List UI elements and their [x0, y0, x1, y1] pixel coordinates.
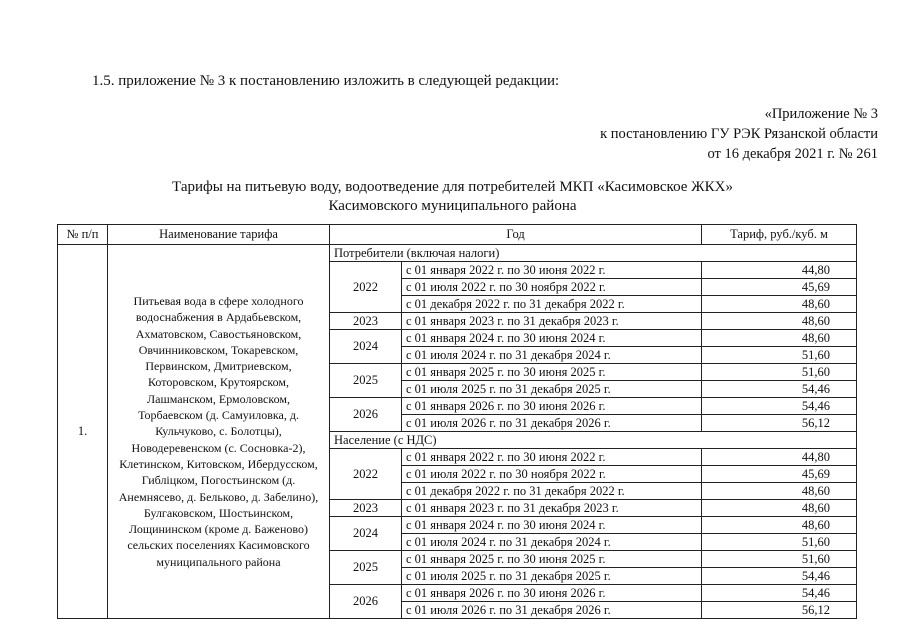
period-cell: с 01 июля 2024 г. по 31 декабря 2024 г.	[402, 534, 702, 551]
table-header-row	[58, 225, 857, 245]
period-cell: с 01 июля 2026 г. по 31 декабря 2026 г.	[402, 415, 702, 432]
category-row	[58, 245, 857, 262]
year-cell: 2024	[330, 517, 402, 551]
tariff-value: 56,12	[702, 602, 857, 619]
tariff-table	[57, 224, 857, 619]
tariff-value: 54,46	[702, 381, 857, 398]
tariff-value: 44,80	[702, 262, 857, 279]
row-number: 1.	[58, 245, 108, 619]
appendix-line-3: от 16 декабря 2021 г. № 261	[707, 146, 878, 162]
period-cell: с 01 января 2026 г. по 30 июня 2026 г.	[402, 585, 702, 602]
tariff-value: 48,60	[702, 517, 857, 534]
year-cell: 2024	[330, 330, 402, 364]
tariff-value: 48,60	[702, 296, 857, 313]
tariff-value: 54,46	[702, 568, 857, 585]
appendix-line-2: к постановлению ГУ РЭК Рязанской области	[600, 126, 878, 142]
tariff-value: 56,12	[702, 415, 857, 432]
header-year: Год	[330, 225, 702, 245]
period-cell: с 01 июля 2022 г. по 30 ноября 2022 г.	[402, 466, 702, 483]
period-cell: с 01 июля 2026 г. по 31 декабря 2026 г.	[402, 602, 702, 619]
period-cell: с 01 июля 2022 г. по 30 ноября 2022 г.	[402, 279, 702, 296]
intro-paragraph: 1.5. приложение № 3 к постановлению изложить в следующей редакции:	[92, 73, 560, 89]
tariff-value: 48,60	[702, 313, 857, 330]
title-line-2: Касимовского муниципального района	[328, 198, 577, 214]
year-cell: 2026	[330, 585, 402, 619]
header-name: Наименование тарифа	[108, 225, 330, 245]
tariff-value: 51,60	[702, 551, 857, 568]
table-body	[58, 245, 857, 619]
period-cell: с 01 июля 2025 г. по 31 декабря 2025 г.	[402, 381, 702, 398]
tariff-value: 44,80	[702, 449, 857, 466]
year-cell: 2026	[330, 398, 402, 432]
period-cell: с 01 января 2022 г. по 30 июня 2022 г.	[402, 262, 702, 279]
period-cell: с 01 января 2026 г. по 30 июня 2026 г.	[402, 398, 702, 415]
category-label: Потребители (включая налоги)	[330, 245, 857, 262]
tariff-value: 51,60	[702, 534, 857, 551]
year-cell: 2022	[330, 262, 402, 313]
tariff-name: Питьевая вода в сфере холодного водоснабжения в Ардабьевском, Ахматовском, Савостьяновском, Овчинниковском, Токаревском, Первинском, Дмитриевском, Которовском, Крутоярском, Лашманском, Ермоловском, Торбаевском (д. Самуиловка, д. Кульчуково, с. Болотцы), Новодеревенском (с. Сосновка-2), Клетинском, Китовском, Ибердусском, Гибліцком, Погостьинском (д. Анемнясево, д. Бельково, д. Забелино), Булгаковском, Шостьинском, Лощининском (кроме д. Баженово) сельских поселениях Касимовского муниципального района	[108, 245, 330, 619]
period-cell: с 01 июля 2025 г. по 31 декабря 2025 г.	[402, 568, 702, 585]
tariff-value: 45,69	[702, 466, 857, 483]
category-label: Население (с НДС)	[330, 432, 857, 449]
appendix-line-1: «Приложение № 3	[764, 106, 878, 122]
period-cell: с 01 января 2024 г. по 30 июня 2024 г.	[402, 330, 702, 347]
year-cell: 2025	[330, 551, 402, 585]
period-cell: с 01 января 2022 г. по 30 июня 2022 г.	[402, 449, 702, 466]
year-cell: 2023	[330, 313, 402, 330]
tariff-value: 51,60	[702, 347, 857, 364]
tariff-value: 54,46	[702, 585, 857, 602]
document-title	[0, 178, 905, 216]
header-num: № п/п	[58, 225, 108, 245]
appendix-reference	[600, 104, 878, 164]
year-cell: 2025	[330, 364, 402, 398]
period-cell: с 01 января 2023 г. по 31 декабря 2023 г.	[402, 500, 702, 517]
tariff-value: 48,60	[702, 500, 857, 517]
tariff-value: 45,69	[702, 279, 857, 296]
tariff-value: 48,60	[702, 483, 857, 500]
period-cell: с 01 января 2023 г. по 31 декабря 2023 г.	[402, 313, 702, 330]
period-cell: с 01 января 2025 г. по 30 июня 2025 г.	[402, 551, 702, 568]
period-cell: с 01 декабря 2022 г. по 31 декабря 2022 г.	[402, 483, 702, 500]
period-cell: с 01 января 2025 г. по 30 июня 2025 г.	[402, 364, 702, 381]
year-cell: 2022	[330, 449, 402, 500]
period-cell: с 01 июля 2024 г. по 31 декабря 2024 г.	[402, 347, 702, 364]
tariff-value: 54,46	[702, 398, 857, 415]
header-tariff: Тариф, руб./куб. м	[702, 225, 857, 245]
title-line-1: Тарифы на питьевую воду, водоотведение для потребителей МКП «Касимовское ЖКХ»	[172, 179, 733, 195]
tariff-value: 48,60	[702, 330, 857, 347]
year-cell: 2023	[330, 500, 402, 517]
period-cell: с 01 декабря 2022 г. по 31 декабря 2022 г.	[402, 296, 702, 313]
tariff-value: 51,60	[702, 364, 857, 381]
period-cell: с 01 января 2024 г. по 30 июня 2024 г.	[402, 517, 702, 534]
